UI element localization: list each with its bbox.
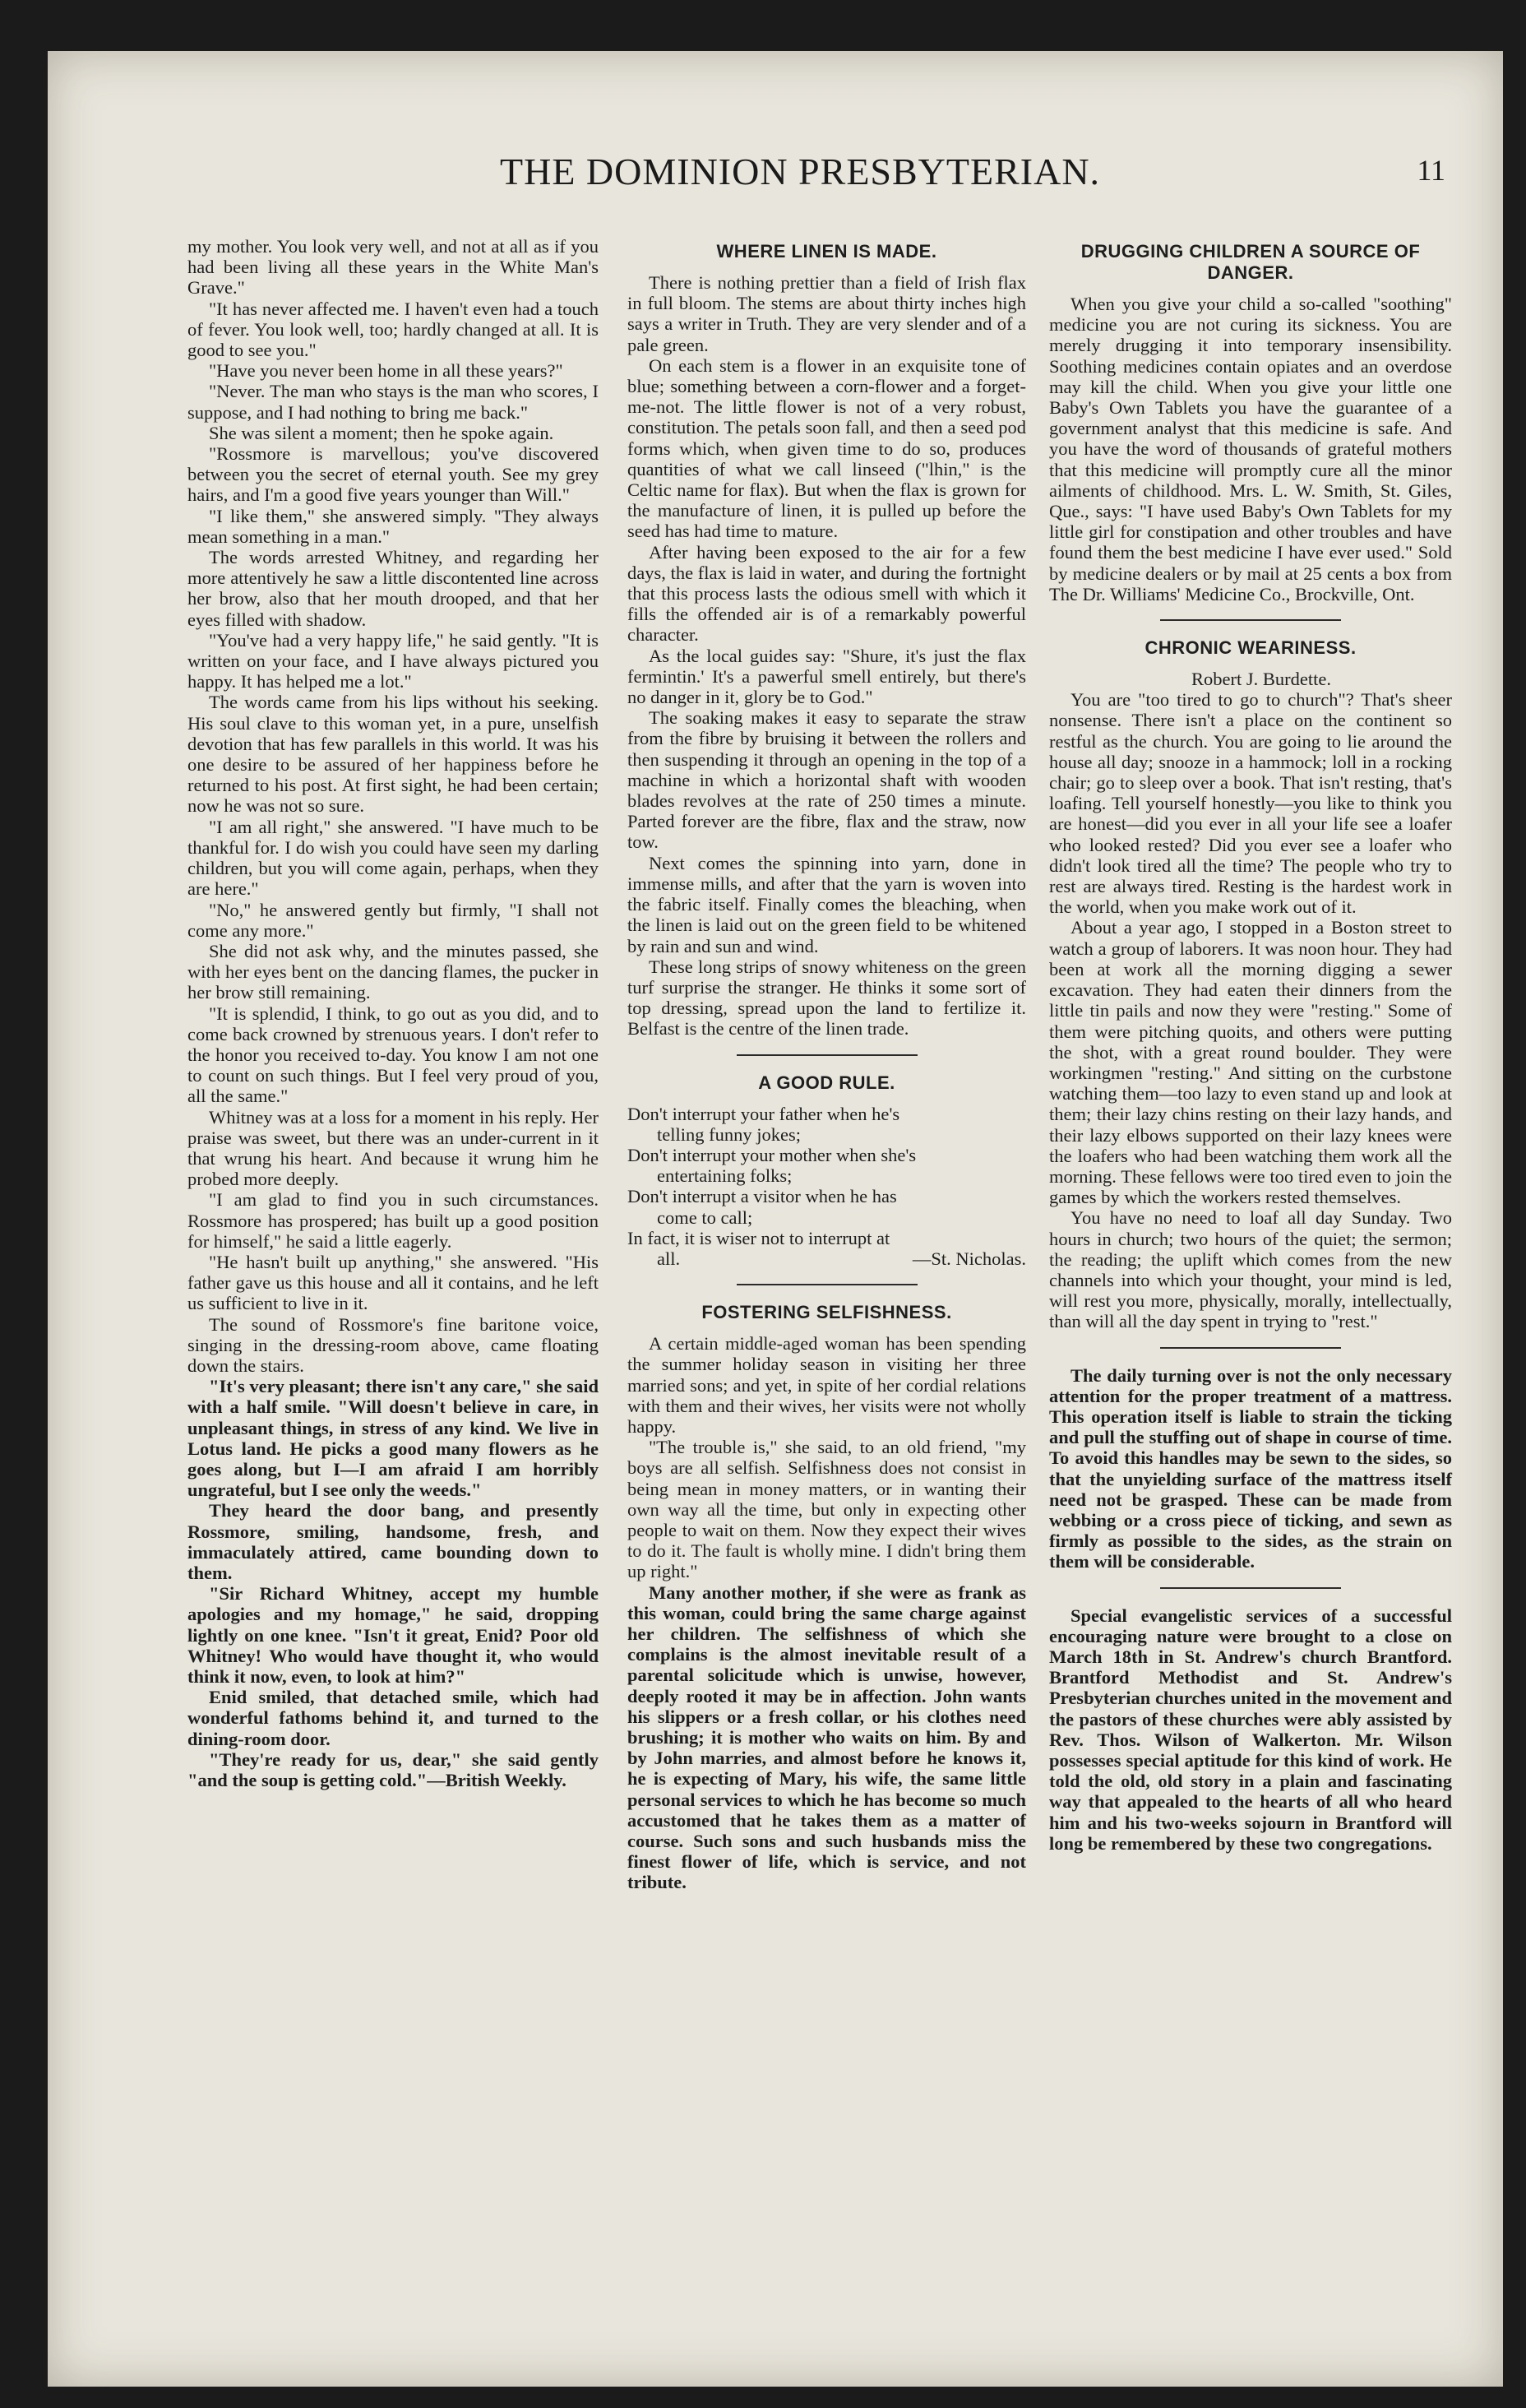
divider	[1160, 1587, 1341, 1589]
poem-line: Don't interrupt your father when he's	[627, 1103, 900, 1124]
article-title-drugging: DRUGGING CHILDREN A SOURCE OF DANGER.	[1080, 241, 1421, 283]
divider	[1160, 619, 1341, 621]
paragraph: "Sir Richard Whitney, accept my humble apologies and my homage," he said, dropping lightly on one knee. "Isn't it great, Enid? Poor old Whitney! Who would have thought it, who would think it now, even, to look at him?"	[187, 1583, 599, 1688]
paragraph: "Never. The man who stays is the man who scores, I suppose, and I had nothing to bring me back."	[187, 381, 599, 423]
paragraph: "They're ready for us, dear," she said gently "and the soup is getting cold."—British Weekly.	[187, 1748, 599, 1791]
paragraph: Special evangelistic services of a successful encouraging nature were brought to a close on March 18th in St. Andrew's church Brantford. Brantford Methodist and St. Andrew's Presbyterian churches united in the movement and the pastors of these churches were ably assisted by Rev. Thos. Wilson of Walkerton. Mr. Wilson possesses special aptitude for this kind of work. He told the old, old story in a plain and fascinating way that appealed to the hearts of all who heard him and his two-weeks sojourn in Brantford will long be remembered by these two congregations.	[1049, 1605, 1452, 1854]
byline: Robert J. Burdette.	[1191, 669, 1331, 690]
paragraph: The daily turning over is not the only necessary attention for the proper treatment of a mattress. This operation itself is liable to strain the ticking and pull the stuffing out of shape in course of time. To avoid this handles may be sewn to the sides, so that the unyielding surface of the mattress itself need not be grasped. These can be made from webbing or a cross piece of ticking, and sewn as firmly as possible to the sides, as the strain on them will be considerable.	[1049, 1364, 1452, 1572]
paragraph: There is nothing prettier than a field of Irish flax in full bloom. The stems are about thirty inches high says a writer in Truth. They are very slender and of a pale green.	[627, 272, 1026, 355]
paragraph: "It is splendid, I think, to go out as you did, and to come back crowned by strenuous years. I don't refer to the honor you received to-day. You know I am not one to count on such things. But I feel very proud of you, all the same."	[187, 1003, 599, 1107]
paragraph: Many another mother, if she were as frank as this woman, could bring the same charge against her children. The selfishness of which she complains is the almost inevitable result of a parental solicitude which is unwise, however, deeply rooted it may be in affection. John wants his slippers or a fresh collar, or his clothes need brushing; it is mother who waits on him. By and by John marries, and almost before he knows it, he is expecting of Mary, his wife, the same little personal services to which he has become so much accustomed that he takes them as a matter of course. Such sons and such husbands miss the finest flower of life, which is service, and not tribute.	[627, 1581, 1026, 1893]
page-header	[48, 141, 1503, 207]
article-title-rule: A GOOD RULE.	[758, 1072, 895, 1093]
paragraph: "I am glad to find you in such circumstances. Rossmore has prospered; has built up a good position for himself," he said a little eagerly.	[187, 1189, 599, 1252]
column-1	[187, 236, 599, 1790]
paragraph: "I am all right," she answered. "I have much to be thankful for. I do wish you could have seen my darling children, but you will come again, perhaps, when they are here."	[187, 816, 599, 900]
paragraph: The sound of Rossmore's fine baritone voice, singing in the dressing-room above, came floating down the stairs.	[187, 1313, 599, 1376]
poem	[627, 1104, 1026, 1270]
column-3	[1049, 236, 1452, 1854]
paragraph: She was silent a moment; then he spoke again.	[209, 422, 554, 443]
paragraph: You are "too tired to go to church"? That's sheer nonsense. There isn't a place on the continent so restful as the church. You are going to lie around the house all day; snooze in a hammock; loll in a rocking chair; go to sleep over a book. That isn't resting, that's loafing. Tell yourself honestly—you like to think you are honest—did you ever in all your life see a loafer who looked rested? Did you ever see a loafer who didn't look tired all the time? The people who try to rest are always tired. Resting is the hardest work in the world, when you make work out of it.	[1049, 689, 1452, 918]
paragraph: "You've had a very happy life," he said gently. "It is written on your face, and I have always pictured you happy. It has helped me a lot."	[187, 629, 599, 692]
paragraph: The words arrested Whitney, and regarding her more attentively he saw a little discontented line across her brow, also that her mouth drooped, and that her eyes filled with shadow.	[187, 547, 599, 630]
paragraph: About a year ago, I stopped in a Boston street to watch a group of laborers. It was noon hour. They had been at work all the morning digging a sewer excavation. They had eaten their dinners from the little tin pails and now they were "resting." Some of them were pitching quoits, and others were putting the shot, with a great round boulder. They were workingmen "resting." And sitting on the curbstone watching them—too lazy to even stand up and look at them; their lazy chins resting on their lazy hands, and their lazy elbows supported on their lazy knees were the loafers who had been watching them work all the morning. These fellows were too tired even to join the games by which the workers rested themselves.	[1049, 917, 1452, 1208]
masthead: THE DOMINION PRESBYTERIAN.	[500, 150, 1101, 192]
poem-line: all.	[657, 1248, 681, 1269]
paragraph: On each stem is a flower in an exquisite tone of blue; something between a corn-flower and a forget-me-not. The little flower is not of a very robust, constitution. The petals soon fall, and then a seed pod forms which, when given time to do so, produces quantities of what we call linseed ("lhin," is the Celtic name for flax). But when the flax is grown for the manufacture of linen, it is pulled up before the seed has had time to mature.	[627, 354, 1026, 542]
paragraph: Next comes the spinning into yarn, done in immense mills, and after that the yarn is woven into the fabric itself. Finally comes the bleaching, when the linen is laid out on the green field to be whitened by rain and sun and wind.	[627, 852, 1026, 956]
newspaper-page	[48, 51, 1503, 2387]
paragraph: A certain middle-aged woman has been spending the summer holiday season in visiting her three married sons; and yet, in spite of her cordial relations with them and their wives, her visits were not wholly happy.	[627, 1333, 1026, 1437]
poem-line: Don't interrupt your mother when she's	[627, 1144, 917, 1165]
divider	[1160, 1347, 1341, 1349]
poem-line: In fact, it is wiser not to interrupt at	[627, 1227, 890, 1248]
paragraph: As the local guides say: "Shure, it's just the flax fermintin.' It's a pawerful smell entirely, but there's no danger in it, glory be to God."	[627, 645, 1026, 708]
paragraph: "He hasn't built up anything," she answered. "His father gave us this house and all it contains, and he left us sufficient to live in it.	[187, 1251, 599, 1314]
divider	[737, 1054, 918, 1056]
paragraph: Enid smiled, that detached smile, which had wonderful fathoms behind it, and turned to the dining-room door.	[187, 1687, 599, 1749]
poem-line: telling funny jokes;	[657, 1123, 801, 1145]
paragraph: They heard the door bang, and presently Rossmore, smiling, handsome, fresh, and immaculately attired, came bounding down to them.	[187, 1500, 599, 1583]
paragraph: "It's very pleasant; there isn't any care," she said with a half smile. "Will doesn't believe in care, in unpleasant things, in stress of any kind. We live in Lotus land. He picks a good many flowers as he goes along, but I—I am afraid I am horribly ungrateful, but I see only the weeds."	[187, 1376, 599, 1501]
article-title-weariness: CHRONIC WEARINESS.	[1144, 637, 1357, 659]
paragraph: "Rossmore is marvellous; you've discovered between you the secret of eternal youth. See my grey hairs, and I'm a good five years younger than Will."	[187, 443, 599, 506]
paragraph: "Have you never been home in all these years?"	[209, 360, 563, 382]
paragraph: "I like them," she answered simply. "They always mean something in a man."	[187, 505, 599, 547]
paragraph: Whitney was at a loss for a moment in his reply. Her praise was sweet, but there was an under-current in it that wrung his heart. And because it wrung him he probed more deeply.	[187, 1106, 599, 1190]
poem-line: entertaining folks;	[657, 1165, 793, 1187]
paragraph: She did not ask why, and the minutes passed, she with her eyes bent on the dancing flames, the pucker in her brow still remaining.	[187, 940, 599, 1003]
paragraph: "It has never affected me. I haven't even had a touch of fever. You look well, too; hardly changed at all. It is good to see you."	[187, 298, 599, 361]
poem-signature: —St. Nicholas.	[912, 1248, 1026, 1269]
paragraph: You have no need to loaf all day Sunday. Two hours in church; two hours of the quiet; the sermon; the reading; the uplift which comes from the new channels into which your thought, your mind is led, will rest you more, physically, morally, intellectually, than will all the day spent in trying to "rest."	[1049, 1207, 1452, 1332]
paragraph: After having been exposed to the air for a few days, the flax is laid in water, and during the fortnight that this process lasts the odious smell with which it fills the offended air is of a remarkably powerful character.	[627, 541, 1026, 646]
article-title-selfishness: FOSTERING SELFISHNESS.	[701, 1302, 952, 1323]
paragraph: The words came from his lips without his seeking. His soul clave to this woman yet, in a pure, unselfish devotion that has few parallels in this world. It was his one desire to be assured of her happiness before he returned to his post. At first sight, he had been certain; now he was not so sure.	[187, 692, 599, 817]
article-title-linen: WHERE LINEN IS MADE.	[716, 241, 937, 262]
paragraph: "No," he answered gently but firmly, "I shall not come any more."	[187, 899, 599, 941]
divider	[737, 1284, 918, 1285]
paragraph: "The trouble is," she said, to an old friend, "my boys are all selfish. Selfishness does not consist in being mean in money matters, or in wanting their own way all the time, but only in expecting other people to wait on them. Now they expect their wives to do it. The fault is wholly mine. I didn't bring them up right."	[627, 1437, 1026, 1582]
paragraph: my mother. You look very well, and not at all as if you had been living all these years in the White Man's Grave."	[187, 236, 599, 299]
column-2	[627, 236, 1026, 1893]
poem-line: Don't interrupt a visitor when he has	[627, 1186, 897, 1207]
paragraph: When you give your child a so-called "soothing" medicine you are not curing its sickness. You are merely drugging it into temporary insensibility. Soothing medicines contain opiates and an overdose may kill the child. When you give your little one Baby's Own Tablets you have the guarantee of a government analyst that this medicine is safe. And you have the word of thousands of grateful mothers that this medicine will promptly cure all the minor ailments of childhood. Mrs. L. W. Smith, St. Giles, Que., says: "I have used Baby's Own Tablets for my little girl for constipation and other troubles and have found them the best medicine I have ever used." Sold by medicine dealers or by mail at 25 cents a box from The Dr. Williams' Medicine Co., Brockville, Ont.	[1049, 294, 1452, 604]
paragraph: The soaking makes it easy to separate the straw from the fibre by bruising it between the rollers and then suspending it through an opening in the top of a machine in which a horizontal shaft with wooden blades revolves at the rate of 250 times a minute. Parted forever are the fibre, flax and the straw, now tow.	[627, 707, 1026, 853]
poem-line: come to call;	[657, 1206, 753, 1228]
page-number: 11	[1417, 154, 1445, 187]
paragraph: These long strips of snowy whiteness on the green turf surprise the stranger. He thinks it some sort of top dressing, spread upon the land to fertilize it. Belfast is the centre of the linen trade.	[627, 956, 1026, 1040]
